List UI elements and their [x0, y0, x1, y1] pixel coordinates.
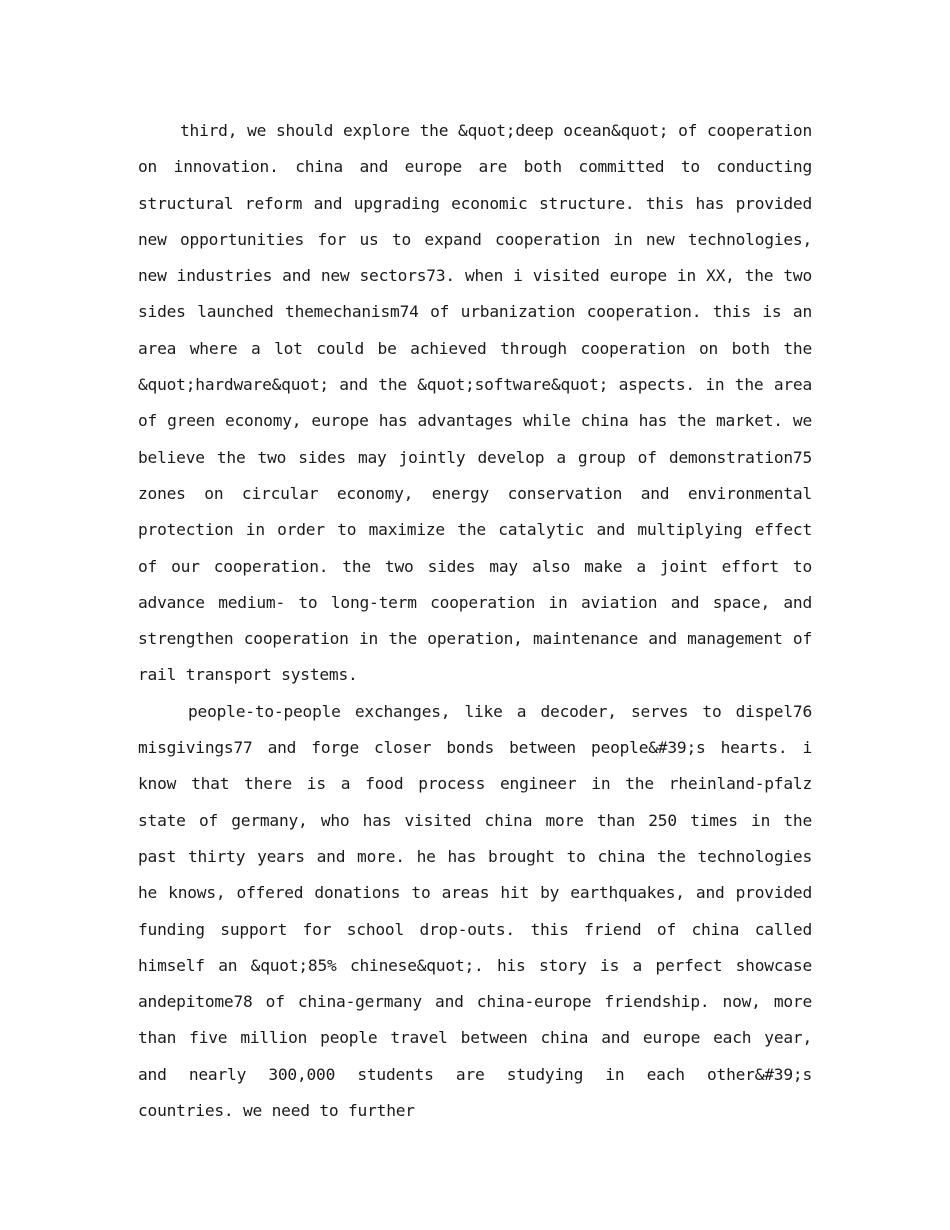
- paragraph-innovation-cooperation: third, we should explore the &quot;deep ocean&quot; of cooperation on innovation. china and europe are both committed to conducting structural reform and upgrading economic structure. this has provided new opportunities for us to expand cooperation in new technologies, new industries and new sectors73. when i visited europe in XX, the two sides launched themechanism74 of urbanization cooperation. this is an area where a lot could be achieved through cooperation on both the &quot;hardware&quot; and the &quot;software&quot; aspects. in the area of green economy, europe has advantages while china has the market. we believe the two sides may jointly develop a group of demonstration75 zones on circular economy, energy conservation and environmental protection in order to maximize the catalytic and multiplying effect of our cooperation. the two sides may also make a joint effort to advance medium- to long-term cooperation in aviation and space, and strengthen cooperation in the operation, maintenance and management of rail transport systems.: [138, 121, 812, 685]
- body-text: [138, 113, 812, 1129]
- paragraph-people-exchanges: people-to-people exchanges, like a decoder, serves to dispel76 misgivings77 and forge closer bonds between people&#39;s hearts. i know that there is a food process engineer in the rheinland-pfalz state of germany, who has visited china more than 250 times in the past thirty years and more. he has brought to china the technologies he knows, offered donations to areas hit by earthquakes, and provided funding support for school drop-outs. this friend of china called himself an &quot;85% chinese&quot;. his story is a perfect showcase andepitome78 of china-germany and china-europe friendship. now, more than five million people travel between china and europe each year, and nearly 300,000 students are studying in each other&#39;s countries. we need to further: [138, 701, 812, 1121]
